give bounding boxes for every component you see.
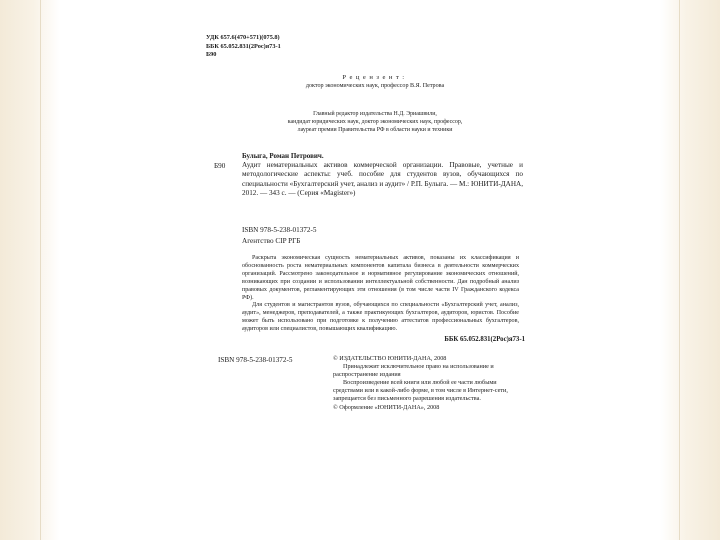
reviewer-text: доктор экономических наук, профессор В.Я. Петрова (305, 83, 445, 89)
bibliographic-description: Аудит нематериальных активов коммерческой организации. Правовые, учетные и методологические аспекты: учеб. пособие для студентов вузов, обучающихся по специальности «Бухгалтерский учет, анализ и аудит» / Р.П. Булыга. — М.: ЮНИТИ-ДАНА, 2012. — 343 с. — (Серия «Magister») (242, 161, 523, 198)
footer-isbn: ISBN 978-5-238-01372-5 (218, 356, 293, 364)
staff-line: лауреат премии Правительства РФ в области науки и техники (297, 127, 453, 134)
abstract-paragraph: Раскрыта экономическая сущность нематериальных активов, показаны их классификация и обоснованность роста нематериальных компонентов капитала бизнеса в деятельности коммерческих организаций. Рассмотрено законодательное и нормативное регулирование экономических отношений, возникающих при создании и использовании интеллектуальной собственности. Дан подробный анализ правовых документов, регламентирующих эти отношения (в том числе части IV Гражданского кодекса РФ). (242, 255, 519, 301)
design-copyright: © Оформление «ЮНИТИ-ДАНА», 2008 (333, 403, 440, 411)
abstract-paragraph: Для студентов и магистрантов вузов, обучающихся по специальности «Бухгалтерский учет, анализ, аудит», менеджеров, преподавателей, а также практикующих бухгалтеров, аудиторов, юристов. Пособие может быть использовано при подготовке к получению аттестатов профессиональных бухгалтеров, аудиторов или специалистов, повышающих квалификацию. (242, 302, 519, 333)
author-mark: Б90 (206, 51, 217, 59)
reviewer-heading: Рецензент: (342, 74, 408, 81)
author-name: Булыга, Роман Петрович. (242, 152, 324, 160)
abstract (242, 255, 519, 334)
udk-code: УДК 657.6(470+571)(075.8) (206, 34, 280, 41)
staff-line: кандидат юридических наук, доктор экономических наук, профессор, (287, 119, 463, 126)
isbn-number: ISBN 978-5-238-01372-5 (242, 226, 317, 234)
publisher-copyright: © ИЗДАТЕЛЬСТВО ЮНИТИ-ДАНА, 2008 (333, 355, 447, 362)
staff-line: Главный редактор издательства Н.Д. Эриашвили, (313, 111, 437, 117)
cip-agency: Агентство CIP РГБ (242, 237, 301, 245)
rights-notice: Принадлежит исключительное право на использование и распространение издания (333, 363, 494, 379)
isbn-block (242, 225, 316, 247)
bbk-code: ББК 65.052.831(2Рос)я73-1 (206, 42, 281, 50)
classification-codes (206, 34, 281, 60)
catalog-code: Б90 (214, 162, 226, 170)
footer-bbk: ББК 65.052.831(2Рос)я73-1 (444, 336, 525, 343)
editorial-staff (230, 110, 520, 134)
copyright-block (333, 355, 521, 412)
reproduction-notice: Воспроизведение всей книги или любой ее части любыми средствами или в какой-либо форме, в том числе в Интернет-сети, запрещается без письменного разрешения издательства. (333, 379, 508, 403)
